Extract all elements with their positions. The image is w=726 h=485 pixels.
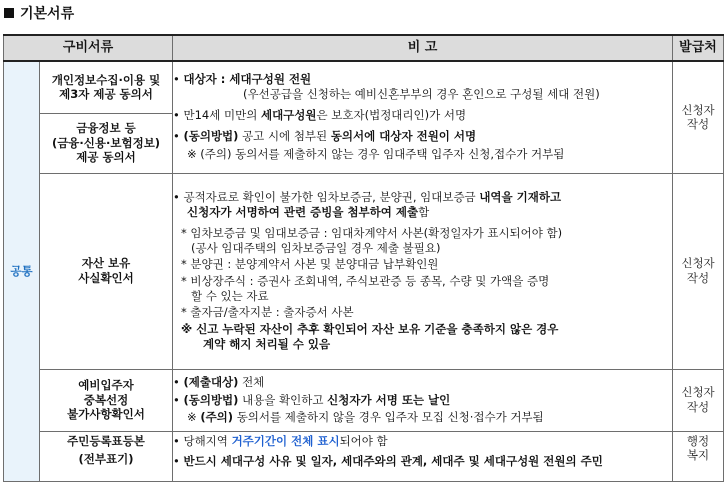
- table-row: [4, 173, 724, 369]
- doc-name-finance-consent: 금융정보 등 (금융·신용·보험정보) 제공 동의서: [40, 113, 173, 173]
- doc-name-pre-resident: 예비입주자 중복선정 불가사항확인서: [40, 369, 173, 431]
- group-label-common: 공통: [4, 61, 40, 481]
- notes-pre-resident: • (제출대상) 전체 • (동의방법) 내용을 확인하고 신청자가 서명 또는 날인 ※ (주의) 동의서를 제출하지 않을 경우 입주자 모집 신청·접수가 거부됨: [173, 369, 673, 431]
- table-row: [4, 369, 724, 431]
- notes-registry: • 당해지역 거주기간이 전체 표시되어야 함 • 반드시 세대구성 사유 및 일자, 세대주와의 관계, 세대주 및 세대구성원 전원의 주민: [173, 431, 673, 481]
- issuer-asset: 신청자 작성: [673, 173, 724, 369]
- table-header-row: [4, 35, 724, 61]
- table-row: [4, 431, 724, 481]
- notes-asset: • 공적자료로 확인이 불가한 임차보증금, 분양권, 임대보증금 내역을 기재하고 신청자가 서명하여 관련 증빙을 첨부하여 제출함 * 임차보증금 및 임대보증금 : 임대차계약서 사본(확정일자가 표시되어야 함) (공사 임대주택의 임차보증금일 경우 제출 불필요) * 분양권 : 분양계약서 사본 및 분양대금 납부확인원 * 비상장주식 : 증권사 조회내역, 주식보관증 등 종목, 수량 및 가액을 증명 할 수 있는 자료 * 출자금/출자지분 : 출자증서 사본 ※ 신고 누락된 자산이 추후 확인되어 자산 보유 기준을 충족하지 않은 경우 계약 해지 처리될 수 있음: [173, 173, 673, 369]
- doc-name-asset: 자산 보유 사실확인서: [40, 173, 173, 369]
- issuer-consent: 신청자 작성: [673, 61, 724, 173]
- header-document: 구비서류: [4, 35, 173, 61]
- header-issuer: 발급처: [673, 35, 724, 61]
- section-heading: [4, 2, 74, 24]
- required-documents-table: [3, 34, 724, 482]
- square-bullet-icon: [4, 8, 14, 18]
- table-row: [4, 61, 724, 113]
- doc-name-registry: 주민등록표등본 (전부표기): [40, 431, 173, 481]
- notes-consent: • 대상자 : 세대구성원 전원 (우선공급을 신청하는 예비신혼부부의 경우 혼인으로 구성될 세대 전원) • 만14세 미만의 세대구성원은 보호자(법정대리인)가 서명 • (동의방법) 공고 시에 첨부된 동의서에 대상자 전원이 서명 ※ (주의) 동의서를 제출하지 않는 경우 임대주택 입주자 신청,접수가 거부됨: [173, 61, 673, 173]
- header-notes: 비 고: [173, 35, 673, 61]
- doc-name-personal-consent: 개인정보수집·이용 및 제3자 제공 동의서: [40, 61, 173, 113]
- issuer-registry: 행정 복지: [673, 431, 724, 481]
- issuer-pre-resident: 신청자 작성: [673, 369, 724, 431]
- section-heading-text: 기본서류: [20, 6, 75, 22]
